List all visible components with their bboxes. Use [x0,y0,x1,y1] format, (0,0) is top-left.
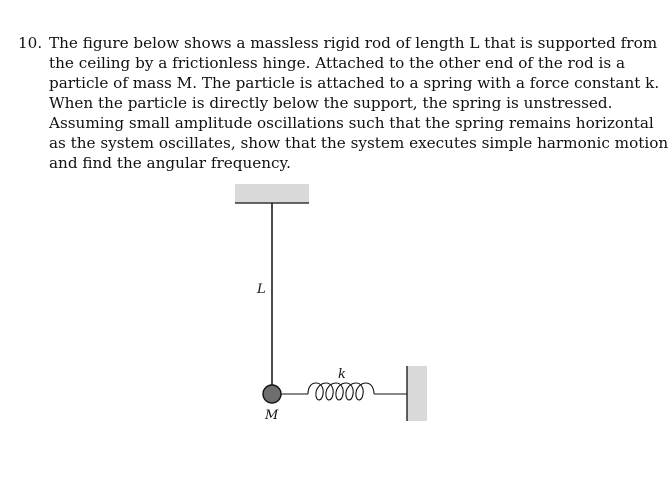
wall [407,366,427,421]
rod-length-label: L [257,282,266,297]
mass-particle [263,385,281,403]
spring-constant-label: k [338,367,346,382]
spring-coils [308,383,374,400]
problem-line: The figure below shows a massless rigid rod of length L that is supported from [49,34,658,52]
problem-line: and find the angular frequency. [49,154,291,172]
mass-label: M [265,408,279,423]
problem-line: Assuming small amplitude oscillations such that the spring remains horizontal [49,114,654,132]
ceiling-support [235,184,309,203]
problem-line: as the system oscillates, show that the system executes simple harmonic motion [49,134,669,152]
problem-line: When the particle is directly below the support, the spring is unstressed. [49,94,613,112]
problem-number: 10. [18,34,43,52]
problem-line: particle of mass M. The particle is attached to a spring with a force constant k. [49,74,660,92]
problem-line: the ceiling by a frictionless hinge. Attached to the other end of the rod is a [49,54,626,72]
